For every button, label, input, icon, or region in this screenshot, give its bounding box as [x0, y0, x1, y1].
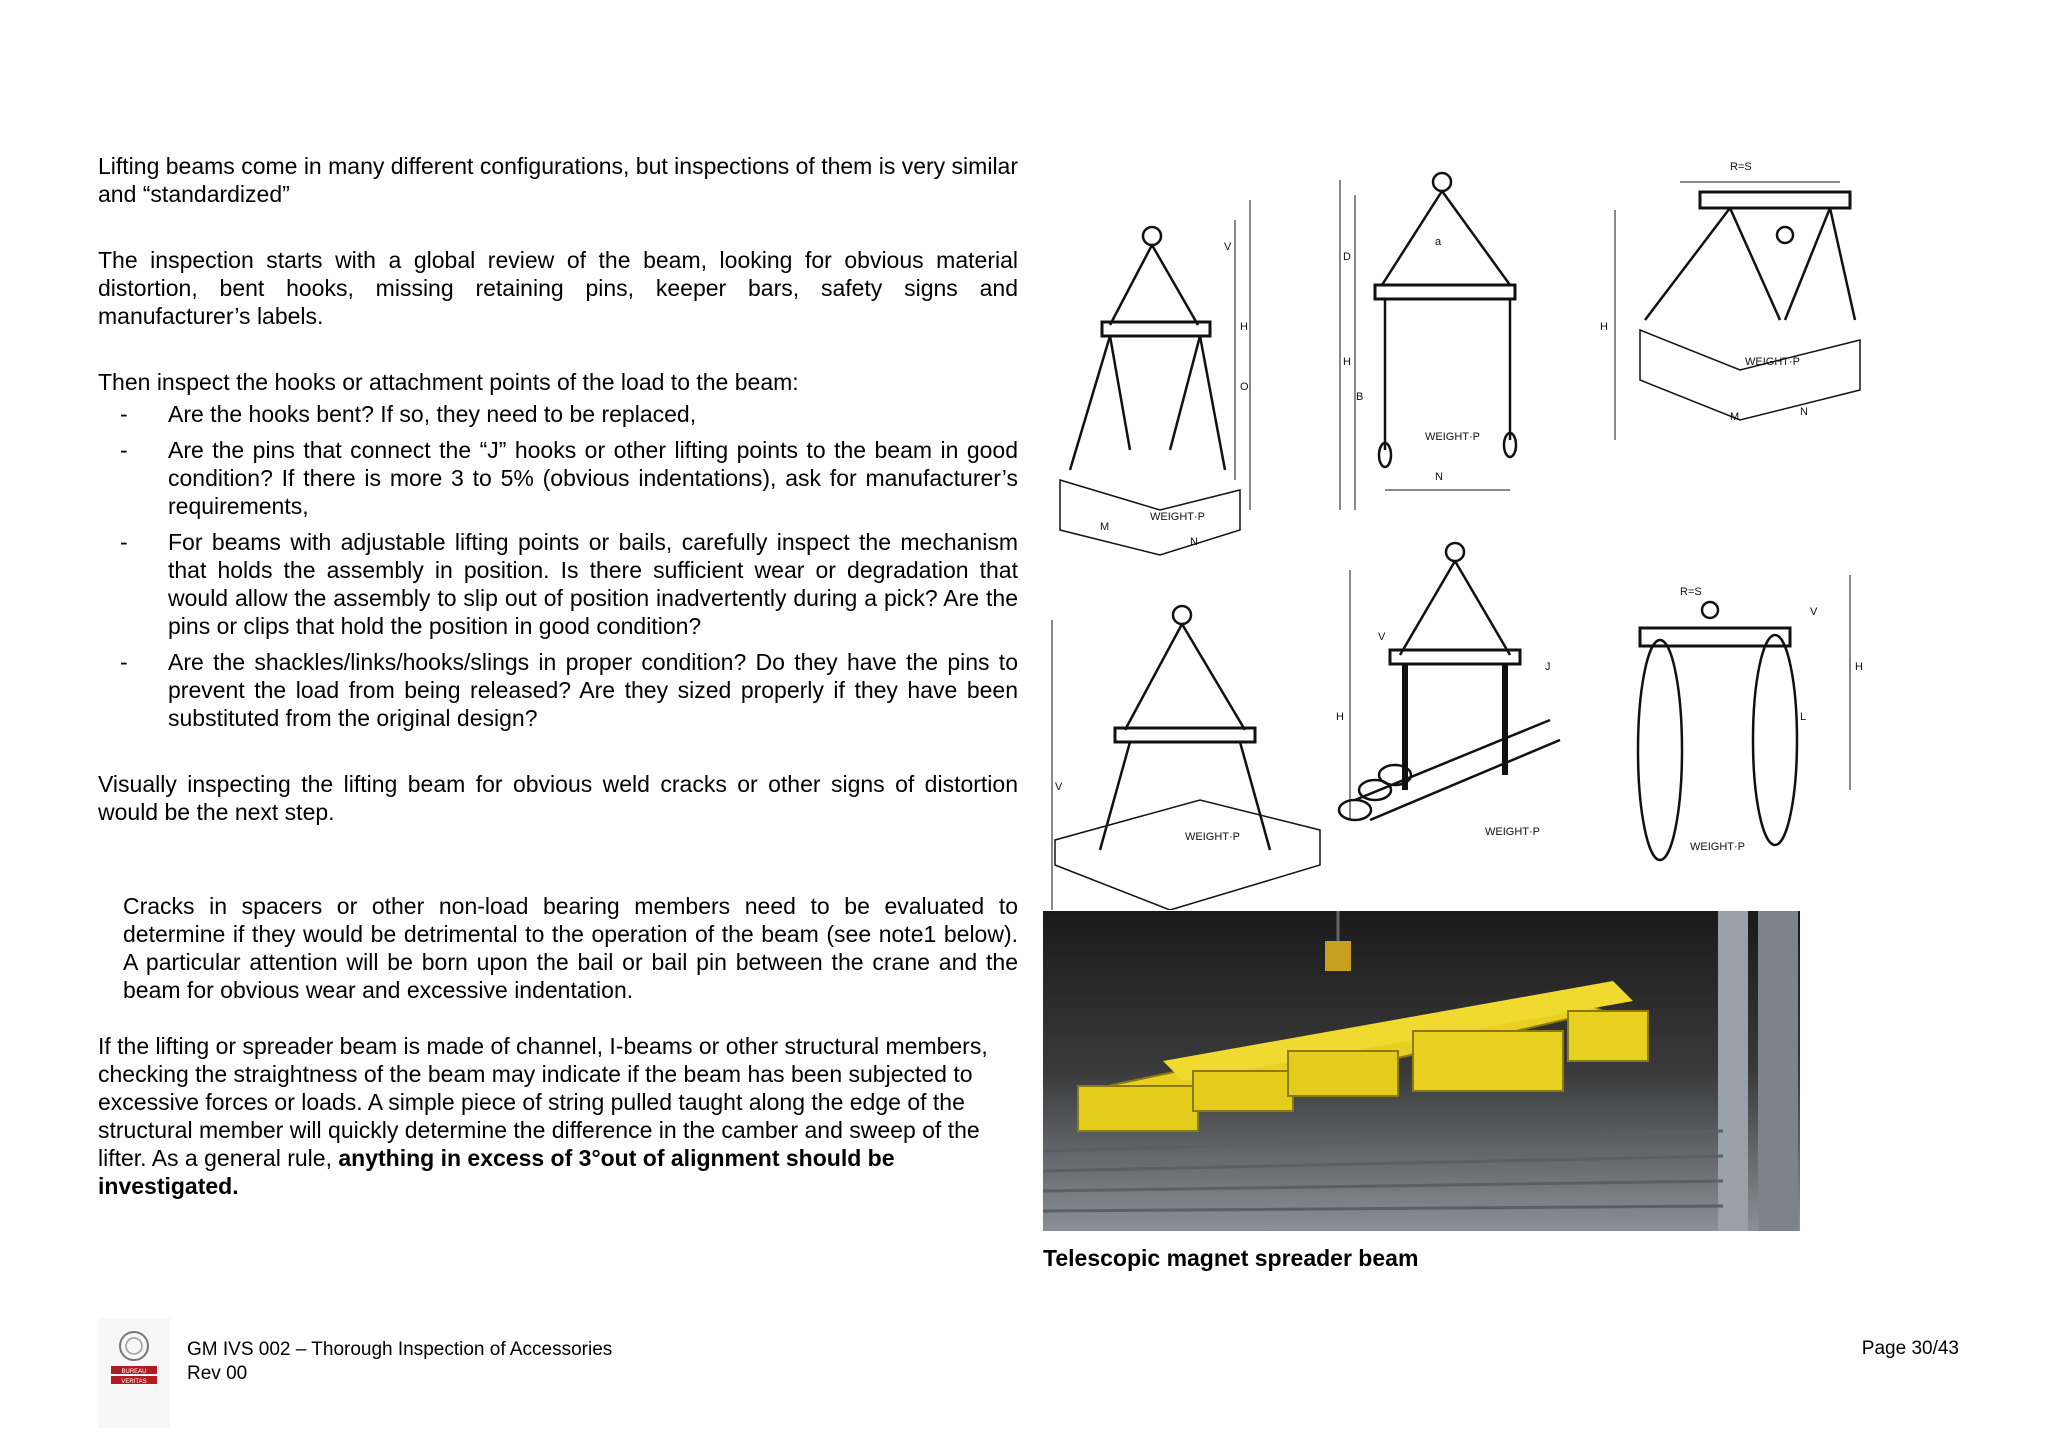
svg-text:a: a [1435, 236, 1442, 248]
svg-text:H: H [1336, 711, 1344, 723]
svg-text:B: B [1356, 391, 1364, 403]
main-text-column [98, 152, 1018, 1200]
bureau-veritas-logo [98, 1318, 170, 1428]
svg-text:V: V [1224, 241, 1232, 253]
diagram-basket-slings [1638, 575, 1863, 860]
svg-text:D: D [1343, 251, 1351, 263]
svg-text:V: V [1055, 781, 1063, 793]
svg-text:J: J [1545, 661, 1551, 673]
alignment-warning: anything in excess of 3°out of alignment should be investigated. [98, 1145, 895, 1199]
logo-icon [98, 1318, 170, 1428]
diagram-plate-lift [1052, 606, 1320, 910]
svg-text:M: M [1100, 521, 1110, 533]
spacer-cracks-paragraph: Cracks in spacers or other non-load bearing members need to be evaluated to determine if they would be detrimental to the operation of the beam (see note1 below). A particular attention will be born upon the bail or bail pin between the crane and the beam for obvious wear and excessive indentation. [123, 893, 1018, 1003]
svg-text:L: L [1800, 711, 1807, 723]
global-review-paragraph: The inspection starts with a global review of the beam, looking for obvious material distortion, bent hooks, missing retaining pins, keeper bars, safety signs and manufacturer’s labels. [98, 247, 1018, 329]
diagram-adjustable-beam [1600, 161, 1860, 440]
checklist-item: - For beams with adjustable lifting points or bails, carefully inspect the mechanism that holds the assembly in position. Is there sufficient wear or degradation that would allow the assembly to slip out of position inadvertently during a pick? Are the pins or clips that hold the position in good condition? [120, 529, 1018, 639]
svg-text:N: N [1800, 406, 1808, 418]
lifting-beam-diagrams [1040, 150, 1890, 910]
weld-cracks-paragraph: Visually inspecting the lifting beam for obvious weld cracks or other signs of distortion would be the next step. [98, 771, 1018, 825]
footer-document-info [187, 1338, 612, 1386]
svg-text:O: O [1240, 381, 1249, 393]
inspection-checklist [98, 400, 1018, 732]
svg-text:WEIGHT·P: WEIGHT·P [1185, 831, 1240, 843]
diagram-pipe-lift [1336, 543, 1560, 838]
spreader-beam-photo [1043, 911, 1800, 1231]
svg-text:V: V [1810, 606, 1818, 618]
svg-text:N: N [1190, 536, 1198, 548]
page-number: Page 30/43 [1861, 1338, 1959, 1359]
svg-text:WEIGHT·P: WEIGHT·P [1485, 826, 1540, 838]
svg-text:WEIGHT·P: WEIGHT·P [1745, 356, 1800, 368]
checklist-item: - Are the hooks bent? If so, they need to be replaced, [120, 401, 697, 427]
checklist-item: - Are the shackles/links/hooks/slings in proper condition? Do they have the pins to prevent the load from being released? Are they sized properly if they have been substituted from the original design? [120, 649, 1018, 731]
svg-text:H: H [1600, 321, 1608, 333]
spreader-beam-photo-svg [1043, 911, 1800, 1231]
lifting-beam-diagram-svg [1040, 150, 1890, 910]
svg-text:V: V [1378, 631, 1386, 643]
straightness-paragraph: If the lifting or spreader beam is made of channel, I-beams or other structural members, checking the straightness of the beam may indicate if the beam has been subjected to excessive forces or loads. A simple piece of string pulled taught along the edge of the structural member will quickly determine the difference in the camber and sweep of the lifter. As a general rule, anything in excess of 3°out of alignment should be investigated. [98, 1033, 988, 1199]
svg-text:N: N [1435, 471, 1443, 483]
footer-document-title: GM IVS 002 – Thorough Inspection of Accessories [187, 1339, 613, 1360]
intro-paragraph: Lifting beams come in many different configurations, but inspections of them is very similar and “standardized” [98, 153, 1018, 207]
svg-text:R=S: R=S [1730, 161, 1752, 173]
svg-text:WEIGHT·P: WEIGHT·P [1425, 431, 1480, 443]
svg-text:M: M [1730, 411, 1740, 423]
hooks-intro-paragraph: Then inspect the hooks or attachment points of the load to the beam: [98, 369, 799, 395]
footer-revision: Rev 00 [187, 1363, 248, 1384]
diagram-two-leg [1340, 173, 1516, 510]
diagram-spreader-box [1060, 200, 1250, 555]
svg-text:BUREAU: BUREAU [121, 1369, 147, 1375]
svg-text:H: H [1343, 356, 1351, 368]
svg-text:H: H [1240, 321, 1248, 333]
figure-caption: Telescopic magnet spreader beam [1043, 1245, 1419, 1271]
svg-text:R=S: R=S [1680, 586, 1702, 598]
checklist-item: - Are the pins that connect the “J” hooks or other lifting points to the beam in good condition? If there is more 3 to 5% (obvious indentations), ask for manufacturer’s requirements, [120, 437, 1018, 519]
svg-text:WEIGHT·P: WEIGHT·P [1690, 841, 1745, 853]
svg-text:H: H [1855, 661, 1863, 673]
svg-text:VERITAS: VERITAS [121, 1379, 147, 1385]
weight-label: WEIGHT·P [1150, 511, 1205, 523]
